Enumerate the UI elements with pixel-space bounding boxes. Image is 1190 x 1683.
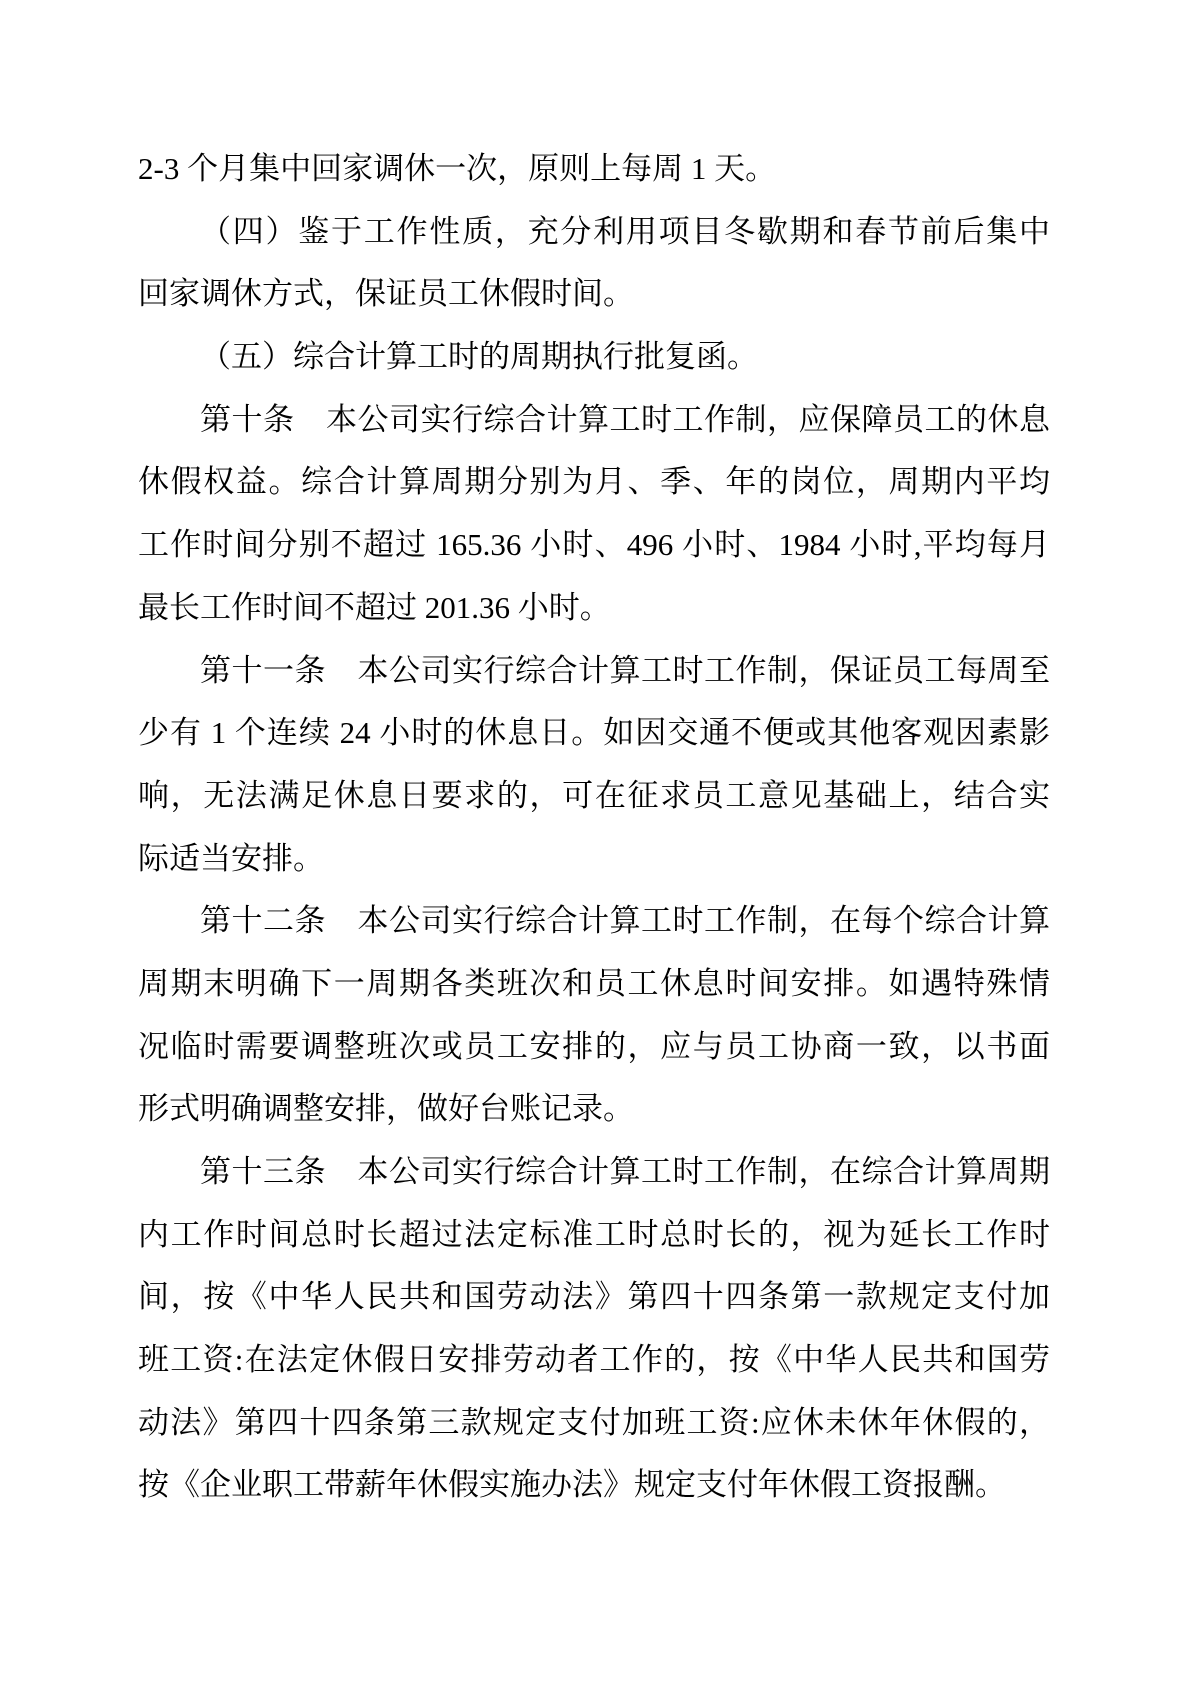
text-line: 工作时间分别不超过 165.36 小时、496 小时、1984 小时,平均每月 <box>138 527 1050 563</box>
text-line: 回家调休方式，保证员工休假时间。 <box>138 276 634 312</box>
text-line: 最长工作时间不超过 201.36 小时。 <box>138 589 611 625</box>
text-line: （五）综合计算工时的周期执行批复函。 <box>200 339 758 375</box>
text-line: 内工作时间总时长超过法定标准工时总时长的，视为延长工作时 <box>138 1216 1050 1252</box>
text-line: 第十一条 本公司实行综合计算工时工作制，保证员工每周至 <box>200 652 1050 688</box>
text-line: 况临时需要调整班次或员工安排的，应与员工协商一致，以书面 <box>138 1028 1050 1064</box>
text-line: （四）鉴于工作性质，充分利用项目冬歇期和春节前后集中 <box>200 213 1050 249</box>
text-line: 按《企业职工带薪年休假实施办法》规定支付年休假工资报酬。 <box>138 1467 1006 1503</box>
text-line: 第十条 本公司实行综合计算工时工作制，应保障员工的休息 <box>200 401 1050 437</box>
text-line: 休假权益。综合计算周期分别为月、季、年的岗位，周期内平均 <box>138 464 1050 500</box>
text-line: 少有 1 个连续 24 小时的休息日。如因交通不便或其他客观因素影 <box>138 715 1050 751</box>
text-line: 形式明确调整安排，做好台账记录。 <box>138 1091 634 1127</box>
text-line: 间，按《中华人民共和国劳动法》第四十四条第一款规定支付加 <box>138 1279 1050 1315</box>
text-line: 动法》第四十四条第三款规定支付加班工资:应休未休年休假的， <box>138 1404 1050 1440</box>
text-line: 际适当安排。 <box>138 840 324 876</box>
text-line: 2-3 个月集中回家调休一次，原则上每周 1 天。 <box>138 151 777 186</box>
text-line: 第十二条 本公司实行综合计算工时工作制，在每个综合计算 <box>200 903 1050 939</box>
text-line: 响，无法满足休息日要求的，可在征求员工意见基础上，结合实 <box>138 777 1050 813</box>
document-body <box>138 138 1050 1517</box>
text-line: 周期末明确下一周期各类班次和员工休息时间安排。如遇特殊情 <box>138 965 1050 1001</box>
text-line: 班工资:在法定休假日安排劳动者工作的，按《中华人民共和国劳 <box>138 1342 1050 1378</box>
text-line: 第十三条 本公司实行综合计算工时工作制，在综合计算周期 <box>200 1154 1050 1189</box>
